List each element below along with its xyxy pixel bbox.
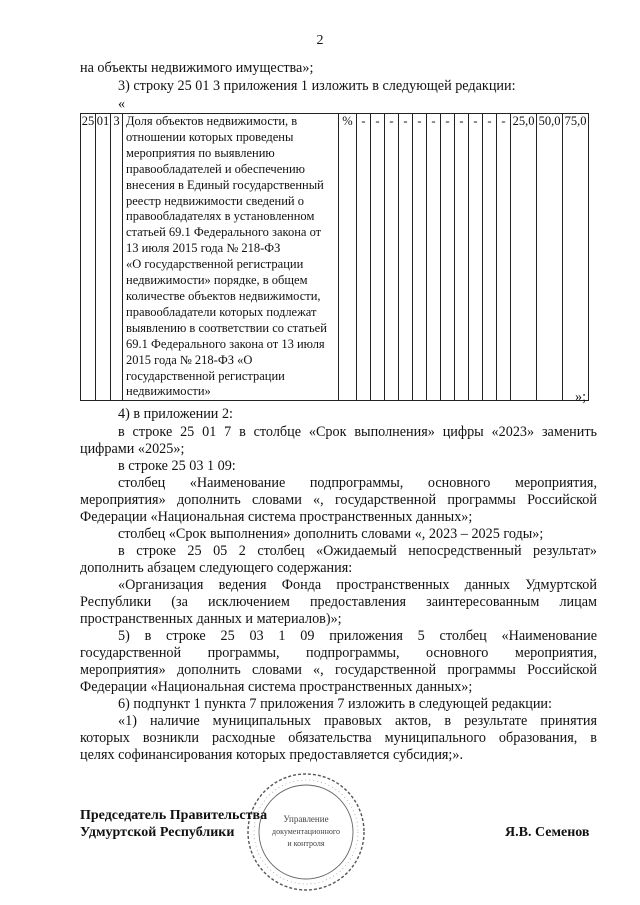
signatory-title: Удмуртской Республики [80,825,235,840]
closing-quote: »; [575,389,587,405]
paragraph-line: столбец «Наименование подпрограммы, основного мероприятия, [118,475,597,491]
code-cell: 01 [96,114,111,401]
value-cell: 75,0 [563,114,589,401]
paragraph-line: мероприятия» дополнить словами «, государственной программы Российской [80,662,597,678]
paragraph-line: столбец «Срок выполнения» дополнить словами «, 2023 – 2025 годы»; [118,526,544,542]
program-table-row [80,113,589,401]
paragraph-line: в строке 25 03 1 09: [118,458,236,474]
official-stamp [244,770,368,894]
paragraph-line: цифрами «2025»; [80,441,185,457]
paragraph-line: мероприятия» дополнить словами «, государственной программы Российской [80,492,597,508]
paragraph-line: государственной программы, подпрограммы, основного мероприятия, [80,645,597,661]
value-cell: - [427,114,441,401]
paragraph-line: Федерации «Национальная система пространственных данных»; [80,679,473,695]
value-cell: 50,0 [537,114,563,401]
stamp-text: и контроля [287,839,325,848]
value-cell: - [441,114,455,401]
value-cell: - [399,114,413,401]
paragraph-line: пространственных данных и материалов)»; [80,611,342,627]
value-cell: - [497,114,511,401]
text-line: на объекты недвижимого имущества»; [80,60,314,76]
value-cell: - [455,114,469,401]
value-cell: - [469,114,483,401]
code-cell: 25 [81,114,96,401]
signatory-name: Я.В. Семенов [505,825,590,840]
code-cell: 3 [111,114,123,401]
unit-cell: % [339,114,357,401]
paragraph-line: 6) подпункт 1 пункта 7 приложения 7 изложить в следующей редакции: [118,696,552,712]
page-number: 2 [316,33,324,48]
value-cell: 25,0 [511,114,537,401]
paragraph-line: 4) в приложении 2: [118,406,233,422]
paragraph-line: в строке 25 01 7 в столбце «Срок выполнения» цифры «2023» заменить [118,424,597,440]
paragraph-line: «1) наличие муниципальных правовых актов, в результате принятия [118,713,597,729]
stamp-text: документационного [272,827,340,836]
opening-quote: « [118,96,126,112]
paragraph-line: дополнить абзацем следующего содержания: [80,560,353,576]
paragraph-line: Федерации «Национальная система пространственных данных»; [80,509,473,525]
paragraph-line: которых возникли расходные обязательства муниципального образования, в [80,730,597,746]
text-line: 3) строку 25 01 3 приложения 1 изложить в следующей редакции: [118,78,516,94]
paragraph-line: Республики (за исключением предоставления заинтересованным лицам [80,594,597,610]
stamp-text: Управление [283,814,329,824]
value-cell: - [385,114,399,401]
paragraph-line: «Организация ведения Фонда пространственных данных Удмуртской [118,577,597,593]
value-cell: - [357,114,371,401]
value-cell: - [483,114,497,401]
paragraph-line: целях софинансирования которых предоставляется субсидия;». [80,747,464,763]
signatory-title: Председатель Правительства [80,808,268,823]
value-cell: - [371,114,385,401]
value-cell: - [413,114,427,401]
paragraph-line: в строке 25 05 2 столбец «Ожидаемый непосредственный результат» [118,543,597,559]
paragraph-line: 5) в строке 25 03 1 09 приложения 5 столбец «Наименование [118,628,597,644]
indicator-description-cell: Доля объектов недвижимости, в отношении которых проведены мероприятия по выявлению правообладателей и обеспечению внесения в Единый государственный реестр недвижимости сведений о правообладателях в установленном статьей 69.1 Федерального закона от 13 июля 2015 года № 218-ФЗ «О государственной регистрации недвижимости» порядке, в общем количестве объектов недвижимости, правообладатели которых подлежат выявлению в соответствии со статьей 69.1 Федерального закона от 13 июля 2015 года № 218-ФЗ «О государственной регистрации недвижимости» [123,114,339,401]
